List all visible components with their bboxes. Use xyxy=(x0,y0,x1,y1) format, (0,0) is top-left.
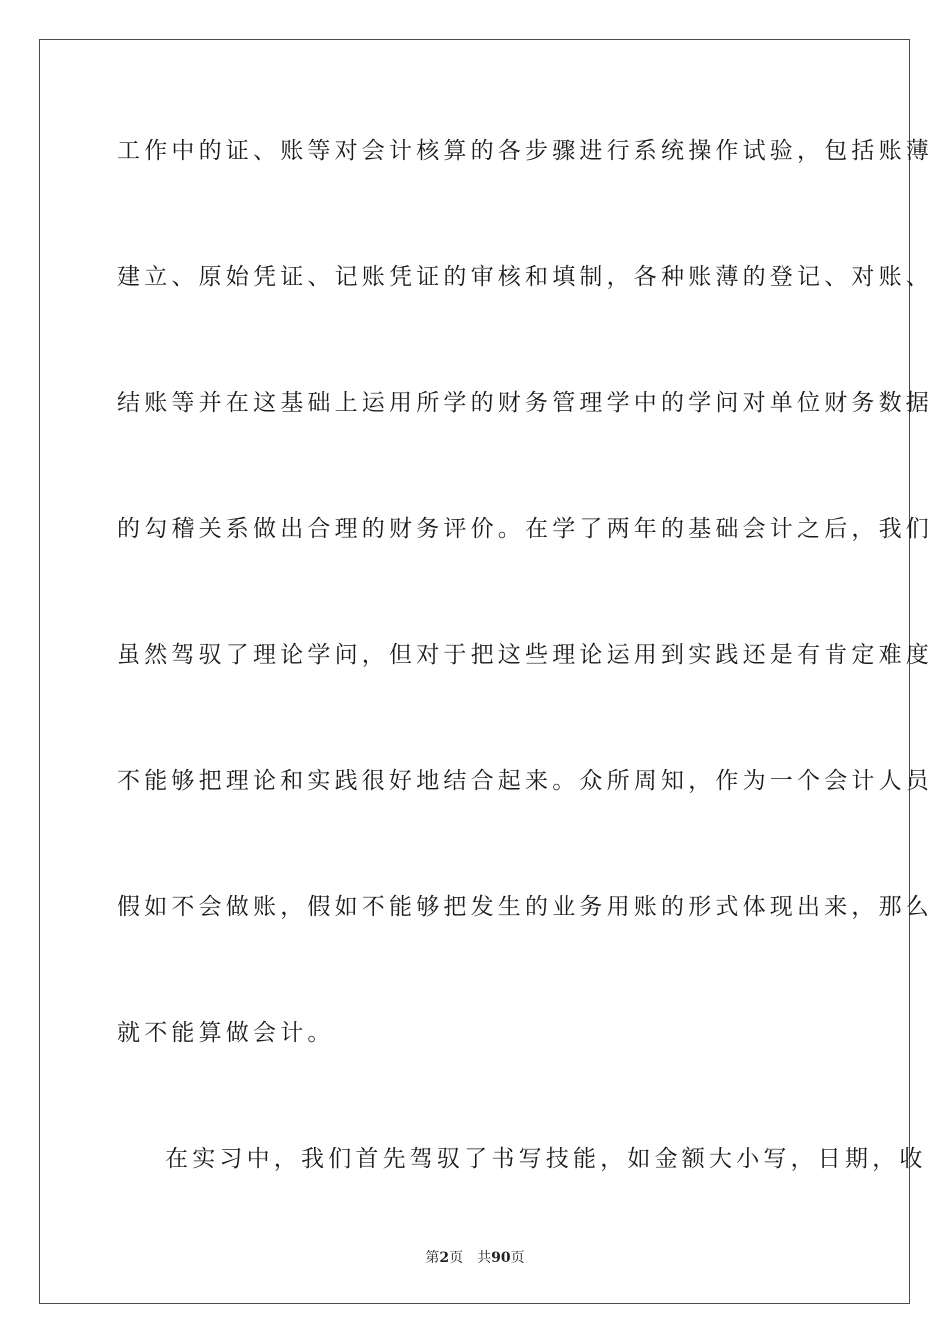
page-suffix: 页 xyxy=(449,1250,464,1266)
text-line: 建立、原始凭证、记账凭证的审核和填制，各种账薄的登记、对账、 xyxy=(117,264,933,290)
text-line: 就不能算做会计。 xyxy=(117,1020,335,1046)
text-line: 的勾稽关系做出合理的财务评价。在学了两年的基础会计之后，我们 xyxy=(117,516,933,542)
total-suffix: 页 xyxy=(510,1250,525,1266)
text-line: 虽然驾驭了理论学问，但对于把这些理论运用到实践还是有肯定难度 xyxy=(117,642,933,668)
text-line: 假如不会做账，假如不能够把发生的业务用账的形式体现出来，那么 xyxy=(117,894,933,920)
paragraph-start-line: 在实习中，我们首先驾驭了书写技能，如金额大小写，日期，收 xyxy=(165,1146,927,1172)
total-prefix: 共 xyxy=(477,1250,492,1266)
text-line: 不能够把理论和实践很好地结合起来。众所周知，作为一个会计人员 xyxy=(117,768,933,794)
page-number: 2 xyxy=(439,1250,450,1266)
text-line: 工作中的证、账等对会计核算的各步骤进行系统操作试验，包括账薄 xyxy=(117,138,933,164)
page-footer xyxy=(0,1247,950,1267)
document-body xyxy=(117,128,933,1262)
total-pages: 90 xyxy=(491,1250,511,1266)
page-prefix: 第 xyxy=(425,1250,440,1266)
text-line: 结账等并在这基础上运用所学的财务管理学中的学问对单位财务数据 xyxy=(117,390,933,416)
